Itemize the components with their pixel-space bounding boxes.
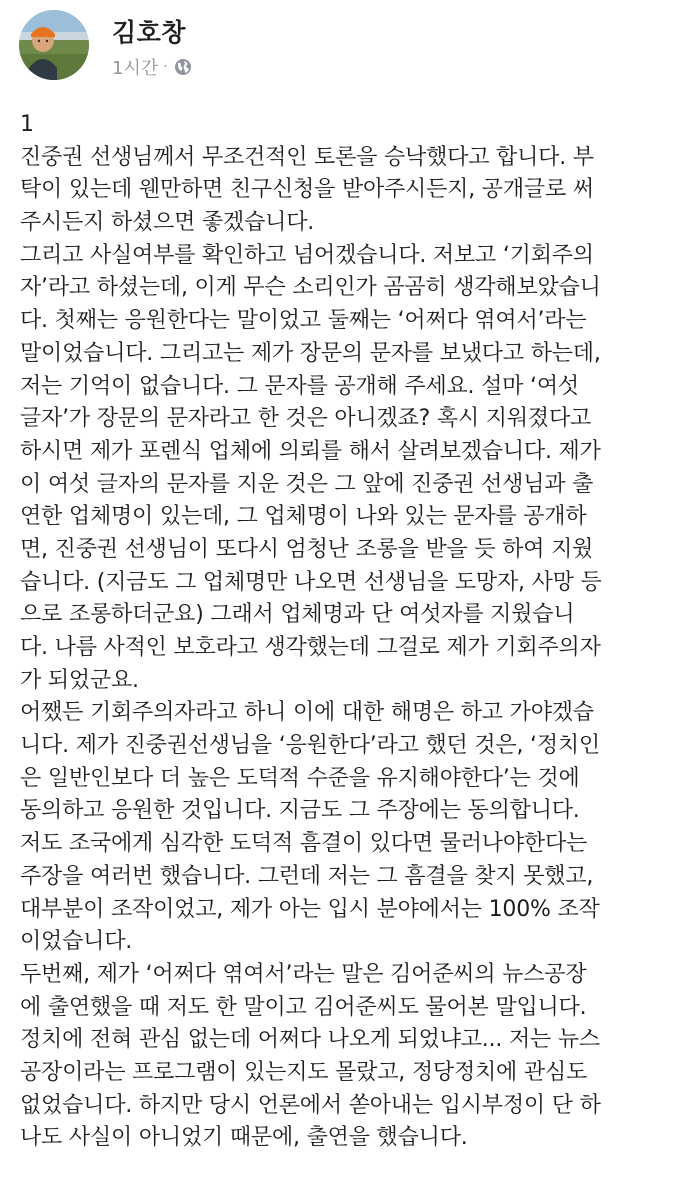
post-text-line: 나도 사실이 아니었기 때문에, 출연을 했습니다.	[20, 1125, 468, 1151]
post-text-line: 주시든지 하셨으면 좋겠습니다.	[20, 210, 315, 236]
post-text	[20, 109, 670, 1155]
post-text-line: 연한 업체명이 있는데, 그 업체명이 나와 있는 문자를 공개하	[20, 504, 587, 530]
post-text-line: 하시면 제가 포렌식 업체에 의뢰를 해서 살려보겠습니다. 제가	[20, 438, 601, 464]
post-text-line: 주장을 여러번 했습니다. 그런데 저는 그 흠결을 찾지 못했고,	[20, 863, 594, 889]
post-text-line: 글자’가 장문의 문자라고 한 것은 아니겠죠? 혹시 지워졌다고	[20, 406, 592, 432]
post-text-line: 공장이라는 프로그램이 있는지도 몰랐고, 정당정치에 관심도	[20, 1059, 588, 1085]
post-text-line: 저는 기억이 없습니다. 그 문자를 공개해 주세요. 설마 ‘여섯	[20, 373, 579, 399]
post-timestamp[interactable]: 1시간	[112, 58, 159, 79]
post-text-line: 으로 조롱하더군요) 그래서 업체명과 단 여섯자를 지웠습니	[20, 602, 575, 628]
meta-separator: ·	[163, 59, 168, 75]
post-text-line: 동의하고 응원한 것입니다. 지금도 그 주장에는 동의합니다.	[20, 798, 580, 824]
post-text-line: 없었습니다. 하지만 당시 언론에서 쏟아내는 입시부정이 단 하	[20, 1092, 601, 1118]
post-text-line: 자’라고 하셨는데, 이게 무슨 소리인가 곰곰히 생각해보았습니	[20, 275, 601, 301]
post-text-line: 은 일반인보다 더 높은 도덕적 수준을 유지해야한다’는 것에	[20, 765, 580, 791]
post-text-line: 어쨌든 기회주의자라고 하니 이에 대한 해명은 하고 가야겠습	[20, 700, 594, 726]
post-text-line: 저도 조국에게 심각한 도덕적 흠결이 있다면 물러나야한다는	[20, 831, 588, 857]
avatar-photo	[19, 10, 89, 80]
post-text-line: 진중권 선생님께서 무조건적인 토론을 승낙했다고 합니다. 부	[20, 144, 594, 170]
author-name[interactable]: 김호창	[112, 18, 186, 47]
post-text-line: 탁이 있는데 웬만하면 친구신청을 받아주시든지, 공개글로 써	[20, 177, 594, 203]
post-text-line: 대부분이 조작이었고, 제가 아는 입시 분야에서는 100% 조작	[20, 896, 600, 922]
post-text-line: 습니다. (지금도 그 업체명만 나오면 선생님을 도망자, 사망 등	[20, 569, 602, 595]
post-meta	[112, 54, 192, 80]
post-text-line: 이 여섯 글자의 문자를 지운 것은 그 앞에 진중권 선생님과 출	[20, 471, 594, 497]
post-text-line: 면, 진중권 선생님이 또다시 엄청난 조롱을 받을 듯 하여 지웠	[20, 536, 594, 562]
post-text-line: 두번째, 제가 ‘어쩌다 엮여서’라는 말은 김어준씨의 뉴스공장	[20, 961, 587, 987]
post-text-line: 에 출연했을 때 저도 한 말이고 김어준씨도 물어본 말입니다.	[20, 994, 587, 1020]
post-text-line: 그리고 사실여부를 확인하고 넘어겠습니다. 저보고 ‘기회주의	[20, 242, 594, 268]
globe-icon[interactable]	[174, 58, 192, 76]
post-text-line: 다. 나름 사적인 보호라고 생각했는데 그걸로 제가 기회주의자	[20, 635, 601, 660]
post-text-line: 이었습니다.	[20, 929, 133, 955]
post-header	[0, 0, 685, 100]
post-text-line: 다. 첫째는 응원한다는 말이었고 둘째는 ‘어쩌다 엮여서’라는	[20, 308, 587, 334]
post-text-line: 정치에 전혀 관심 없는데 어쩌다 나오게 되었냐고... 저는 뉴스	[20, 1027, 600, 1053]
post-text-line: 말이었습니다. 그리고는 제가 장문의 문자를 보냈다고 하는데,	[20, 340, 601, 366]
post-text-line: 1	[20, 112, 34, 137]
post-text-line: 가 되었군요.	[20, 667, 139, 693]
post-text-line: 니다. 제가 진중권선생님을 ‘응원한다’라고 했던 것은, ‘정치인	[20, 733, 600, 759]
avatar[interactable]	[19, 10, 89, 80]
